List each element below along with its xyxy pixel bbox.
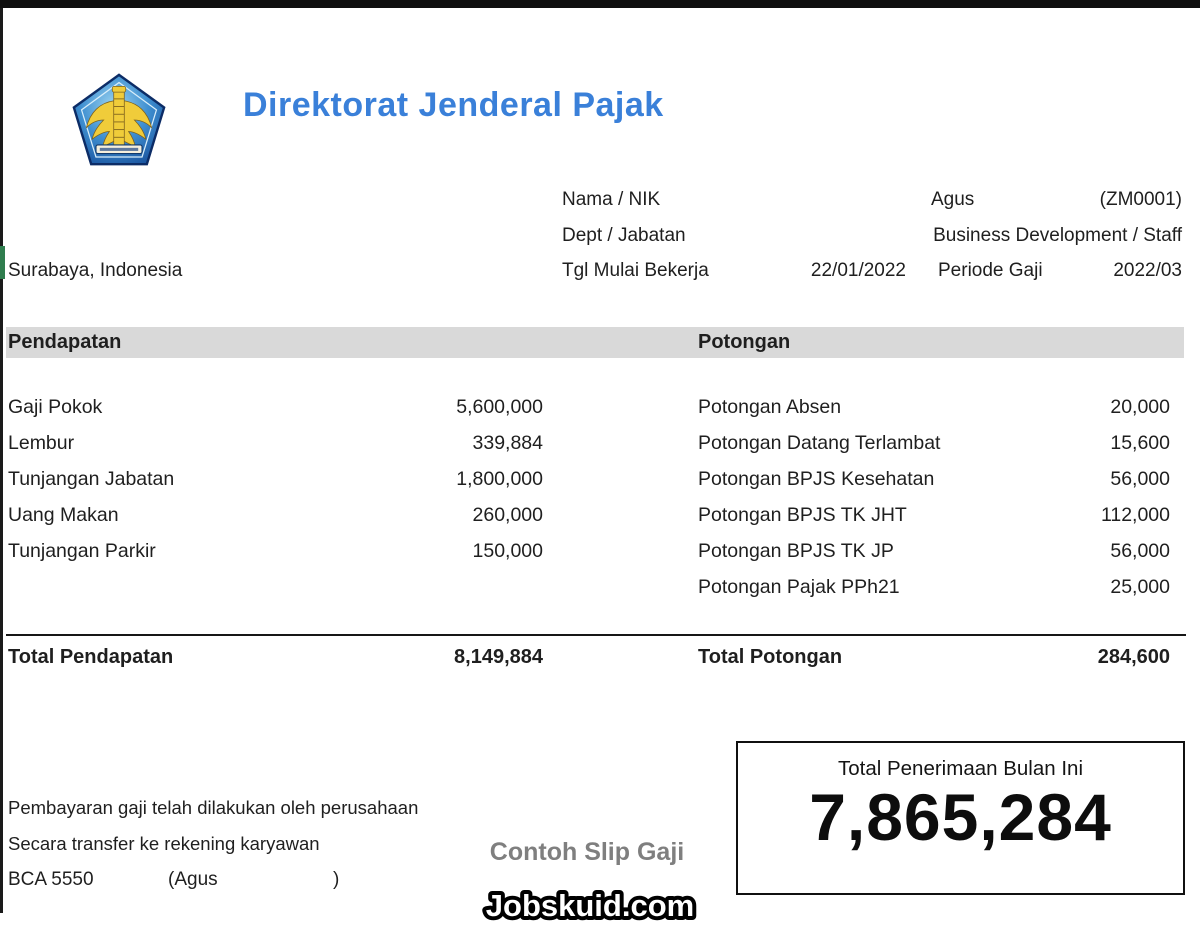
list-item — [8, 425, 543, 461]
site-watermark-text: Jobskuid.com — [485, 888, 695, 923]
earnings-total-label: Total Pendapatan — [8, 645, 174, 668]
earnings-total-amount: 8,149,884 — [454, 645, 543, 668]
earning-amount: 260,000 — [472, 503, 543, 526]
list-item — [698, 461, 1170, 497]
bank-account-number: BCA 5550 — [8, 869, 94, 890]
account-holder-paren: ) — [333, 869, 340, 890]
page-title: Direktorat Jenderal Pajak — [243, 86, 664, 124]
list-item — [8, 461, 543, 497]
earning-label: Tunjangan Parkir — [8, 539, 156, 562]
screenshot-top-border — [0, 0, 1200, 8]
earning-label: Uang Makan — [8, 503, 119, 526]
list-item — [698, 569, 1170, 605]
dept-value: Business Development / Staff — [933, 225, 1182, 246]
deduction-amount: 56,000 — [1110, 467, 1170, 490]
earning-label: Tunjangan Jabatan — [8, 467, 175, 490]
payment-note-line1: Pembayaran gaji telah dilakukan oleh perusahaan — [8, 797, 419, 818]
info-row-start — [0, 260, 1200, 284]
earning-label: Gaji Pokok — [8, 395, 103, 418]
nik-value: (ZM0001) — [1099, 189, 1182, 210]
deduction-label: Potongan BPJS TK JP — [698, 539, 894, 562]
name-value: Agus — [931, 189, 975, 210]
deduction-amount: 20,000 — [1110, 395, 1170, 418]
totals-separator-line — [6, 634, 1186, 636]
start-date-label: Tgl Mulai Bekerja — [562, 260, 709, 281]
list-item — [698, 497, 1170, 533]
list-item — [8, 497, 543, 533]
list-item — [698, 425, 1170, 461]
period-value: 2022/03 — [1113, 260, 1182, 281]
deduction-amount: 56,000 — [1110, 539, 1170, 562]
deduction-label: Potongan Pajak PPh21 — [698, 575, 900, 598]
net-pay-label: Total Penerimaan Bulan Ini — [837, 757, 1083, 780]
deductions-list — [698, 389, 1170, 605]
deductions-total-amount: 284,600 — [1097, 645, 1170, 668]
period-label: Periode Gaji — [938, 260, 1043, 281]
net-pay-amount: 7,865,284 — [809, 780, 1112, 854]
dept-label: Dept / Jabatan — [562, 225, 686, 246]
section-header-band — [6, 327, 1184, 358]
deduction-label: Potongan BPJS Kesehatan — [698, 467, 935, 490]
deduction-amount: 15,600 — [1110, 431, 1170, 454]
earnings-total-row — [8, 642, 543, 672]
screenshot-left-border — [0, 8, 3, 913]
info-row-dept — [0, 225, 1200, 249]
deduction-label: Potongan Datang Terlambat — [698, 431, 941, 454]
deductions-section-header: Potongan — [698, 331, 791, 353]
earning-amount: 150,000 — [472, 539, 543, 562]
kemenkeu-pentagon-logo-icon — [67, 72, 171, 168]
deduction-amount: 25,000 — [1110, 575, 1170, 598]
list-item — [698, 533, 1170, 569]
deductions-total-row — [698, 642, 1170, 672]
start-date-value: 22/01/2022 — [810, 260, 906, 281]
list-item — [8, 533, 543, 569]
earnings-list — [8, 389, 543, 569]
account-holder-name: (Agus — [168, 869, 218, 890]
deduction-amount: 112,000 — [1100, 503, 1170, 526]
info-row-name — [0, 189, 1200, 213]
name-label: Nama / NIK — [562, 189, 661, 210]
earning-amount: 339,884 — [472, 431, 543, 454]
net-pay-box — [736, 741, 1185, 895]
company-city: Surabaya, Indonesia — [8, 260, 183, 281]
list-item — [698, 389, 1170, 425]
payment-note-line2: Secara transfer ke rekening karyawan — [8, 833, 320, 854]
deduction-label: Potongan BPJS TK JHT — [698, 503, 907, 526]
list-item — [8, 389, 543, 425]
deductions-total-label: Total Potongan — [698, 645, 843, 668]
site-watermark — [448, 882, 732, 928]
earning-amount: 5,600,000 — [456, 395, 543, 418]
earnings-section-header: Pendapatan — [8, 331, 122, 353]
sample-watermark: Contoh Slip Gaji — [489, 838, 685, 866]
deduction-label: Potongan Absen — [698, 395, 842, 418]
earning-label: Lembur — [8, 431, 75, 454]
earning-amount: 1,800,000 — [456, 467, 543, 490]
